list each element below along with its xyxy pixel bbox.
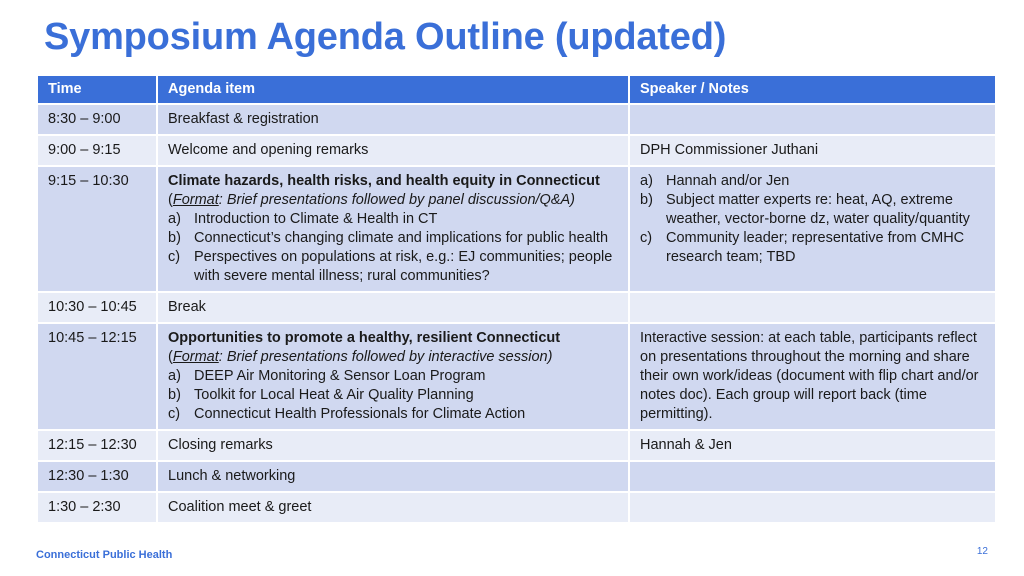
list-item: c) Community leader; representative from CMHC research team; TBD — [640, 230, 965, 265]
list-item: b) Subject matter experts re: heat, AQ, extreme weather, vector-borne dz, water quality/quantity — [640, 192, 970, 227]
list-item: a) Introduction to Climate & Health in CT — [168, 211, 438, 227]
cell-time: 8:30 – 9:00 — [37, 104, 157, 135]
speaker-list — [640, 172, 985, 267]
table-row — [37, 104, 996, 135]
session-title: Climate hazards, health risks, and health equity in Connecticut — [168, 173, 600, 189]
cell-agenda-item: Breakfast & registration — [157, 104, 629, 135]
list-item: a) DEEP Air Monitoring & Sensor Loan Program — [168, 368, 486, 384]
format-text: : Brief presentations followed by interactive session) — [218, 349, 553, 365]
header-agenda-item: Agenda item — [157, 76, 629, 104]
cell-agenda-item: Lunch & networking — [157, 461, 629, 492]
session-description — [168, 172, 618, 210]
table-row — [37, 135, 996, 166]
table-row — [37, 292, 996, 323]
cell-speaker — [629, 104, 996, 135]
format-open: ( — [168, 349, 173, 365]
cell-time: 1:30 – 2:30 — [37, 492, 157, 523]
cell-agenda-item — [157, 323, 629, 430]
cell-speaker — [629, 292, 996, 323]
cell-time: 12:15 – 12:30 — [37, 430, 157, 461]
cell-agenda-item: Break — [157, 292, 629, 323]
format-label: Format — [172, 192, 219, 208]
list-item: a) Hannah and/or Jen — [640, 173, 790, 189]
cell-speaker: Interactive session: at each table, participants reflect on presentations throughout the morning and share their own work/ideas (document with flip chart and/or notes doc). Each group will report back (time permitting). — [629, 323, 996, 430]
format-label: Format — [172, 349, 219, 365]
cell-time: 10:30 – 10:45 — [37, 292, 157, 323]
cell-time: 9:15 – 10:30 — [37, 166, 157, 292]
cell-speaker — [629, 166, 996, 292]
format-text: : Brief presentations followed by panel discussion/Q&A) — [218, 192, 576, 208]
subitem-list — [168, 367, 618, 424]
cell-speaker — [629, 461, 996, 492]
list-item: b) Connecticut’s changing climate and implications for public health — [168, 230, 609, 246]
cell-speaker: DPH Commissioner Juthani — [629, 135, 996, 166]
agenda-table — [36, 76, 997, 524]
session-title: Opportunities to promote a healthy, resilient Connecticut — [168, 330, 561, 346]
page-number: 12 — [976, 546, 988, 557]
cell-speaker — [629, 492, 996, 523]
list-item: c) Connecticut Health Professionals for Climate Action — [168, 406, 526, 422]
list-item: c) Perspectives on populations at risk, e.g.: EJ communities; people with severe mental illness; rural communities? — [168, 249, 613, 284]
list-item: b) Toolkit for Local Heat & Air Quality Planning — [168, 387, 474, 403]
table-row — [37, 492, 996, 523]
header-time: Time — [37, 76, 157, 104]
cell-time: 9:00 – 9:15 — [37, 135, 157, 166]
cell-speaker: Hannah & Jen — [629, 430, 996, 461]
cell-agenda-item: Coalition meet & greet — [157, 492, 629, 523]
session-format — [168, 348, 618, 367]
cell-agenda-item: Welcome and opening remarks — [157, 135, 629, 166]
subitem-list — [168, 210, 618, 286]
cell-agenda-item — [157, 166, 629, 292]
table-row — [37, 323, 996, 430]
cell-time: 12:30 – 1:30 — [37, 461, 157, 492]
cell-time: 10:45 – 12:15 — [37, 323, 157, 430]
table-row — [37, 166, 996, 292]
table-row — [37, 461, 996, 492]
page-title: Symposium Agenda Outline (updated) — [44, 16, 727, 58]
header-row — [37, 76, 996, 104]
header-speaker-notes: Speaker / Notes — [629, 76, 996, 104]
table-row — [37, 430, 996, 461]
format-open: ( — [168, 192, 173, 208]
cell-agenda-item: Closing remarks — [157, 430, 629, 461]
footer-org-name: Connecticut Public Health — [36, 549, 173, 561]
